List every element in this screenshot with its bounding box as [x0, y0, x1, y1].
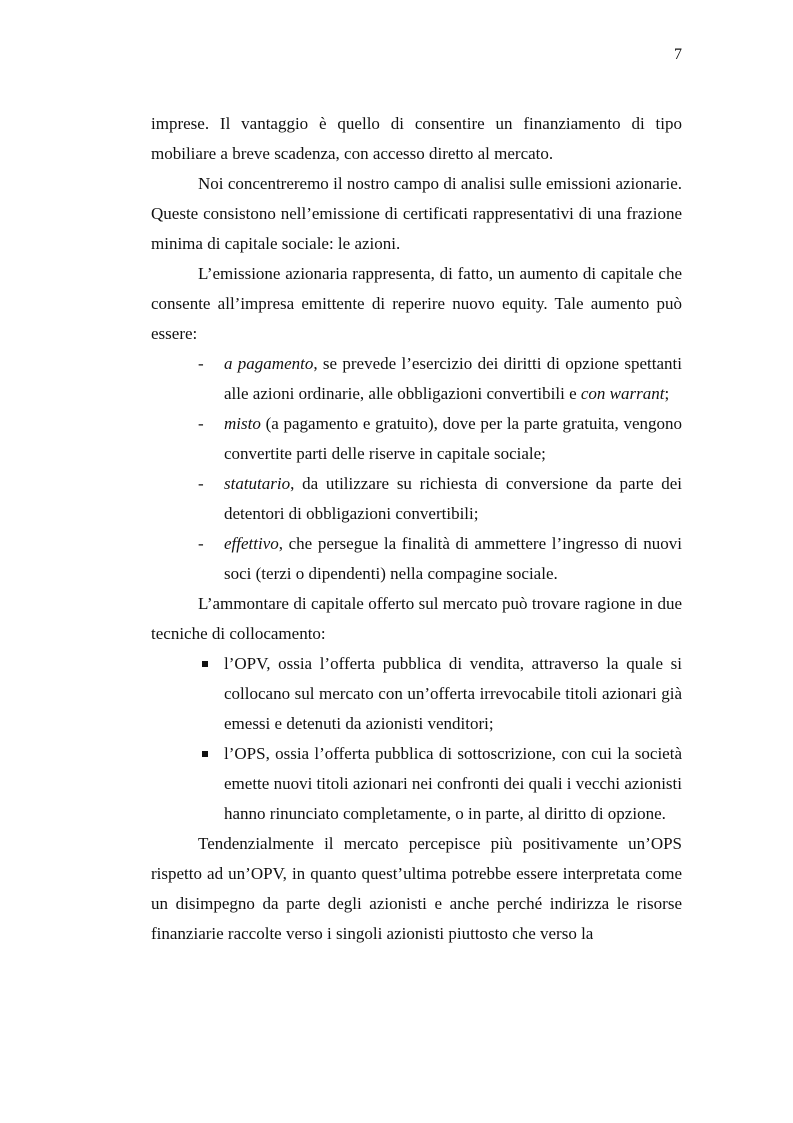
paragraph-2: Noi concentreremo il nostro campo di analisi sulle emissioni azionarie. Queste consistono nell’emissione di certificati rappresentativi di una frazione minima di capitale sociale: le azioni. — [151, 174, 682, 253]
list-item-term: a pagamento — [224, 354, 314, 373]
list-item — [151, 469, 682, 529]
list-item — [151, 649, 682, 739]
square-bullet-icon — [202, 751, 208, 757]
paragraph-1: imprese. Il vantaggio è quello di consentire un finanziamento di tipo mobiliare a breve scadenza, con accesso diretto al mercato. — [151, 114, 682, 163]
placement-techniques-list — [151, 649, 682, 829]
list-item-term: con warrant — [580, 384, 665, 403]
list-item-text: , da utilizzare su richiesta di conversione da parte dei detentori di obbligazioni convertibili; — [224, 474, 682, 523]
paragraph-5: Tendenzialmente il mercato percepisce più positivamente un’OPS rispetto ad un’OPV, in quanto quest’ultima potrebbe essere interpretata come un disimpegno da parte degli azionisti e anche perché indirizza le risorse finanziarie raccolte verso i singoli azionisti piuttosto che verso la — [151, 834, 682, 943]
dash-marker: - — [198, 474, 204, 493]
list-item-text: l’OPS, ossia l’offerta pubblica di sottoscrizione, con cui la società emette nuovi titoli azionari nei confronti dei quali i vecchi azionisti hanno rinunciato completamente, o in parte, al diritto di opzione. — [224, 744, 682, 823]
list-item-text: , che persegue la finalità di ammettere l’ingresso di nuovi soci (terzi o dipendenti) nella compagine sociale. — [224, 534, 682, 583]
list-item-text: ; — [664, 384, 670, 403]
list-item-term: effettivo — [224, 534, 279, 553]
list-item — [151, 529, 682, 589]
list-item — [151, 349, 682, 409]
list-item-text: (a pagamento e gratuito), dove per la parte gratuita, vengono convertite parti delle riserve in capitale sociale; — [224, 414, 682, 463]
dash-marker: - — [198, 534, 204, 553]
list-item — [151, 409, 682, 469]
list-item-text: l’OPV, ossia l’offerta pubblica di vendita, attraverso la quale si collocano sul mercato con un’offerta irrevocabile titoli azionari già emessi e detenuti da azionisti venditori; — [224, 654, 682, 733]
paragraph-3: L’emissione azionaria rappresenta, di fatto, un aumento di capitale che consente all’impresa emittente di reperire nuovo equity. Tale aumento può essere: — [151, 264, 682, 343]
list-item-term: misto — [224, 414, 261, 433]
capital-increase-types-list — [151, 349, 682, 589]
list-item-term: statutario — [224, 474, 291, 493]
dash-marker: - — [198, 414, 204, 433]
list-item-text: , se prevede l’esercizio dei diritti di opzione spettanti alle azioni ordinarie, alle obbligazioni convertibili e — [224, 354, 682, 403]
document-body — [151, 109, 682, 949]
page-number: 7 — [674, 46, 682, 63]
square-bullet-icon — [202, 661, 208, 667]
dash-marker: - — [198, 354, 204, 373]
paragraph-4: L’ammontare di capitale offerto sul mercato può trovare ragione in due tecniche di collocamento: — [151, 594, 682, 643]
list-item — [151, 739, 682, 829]
